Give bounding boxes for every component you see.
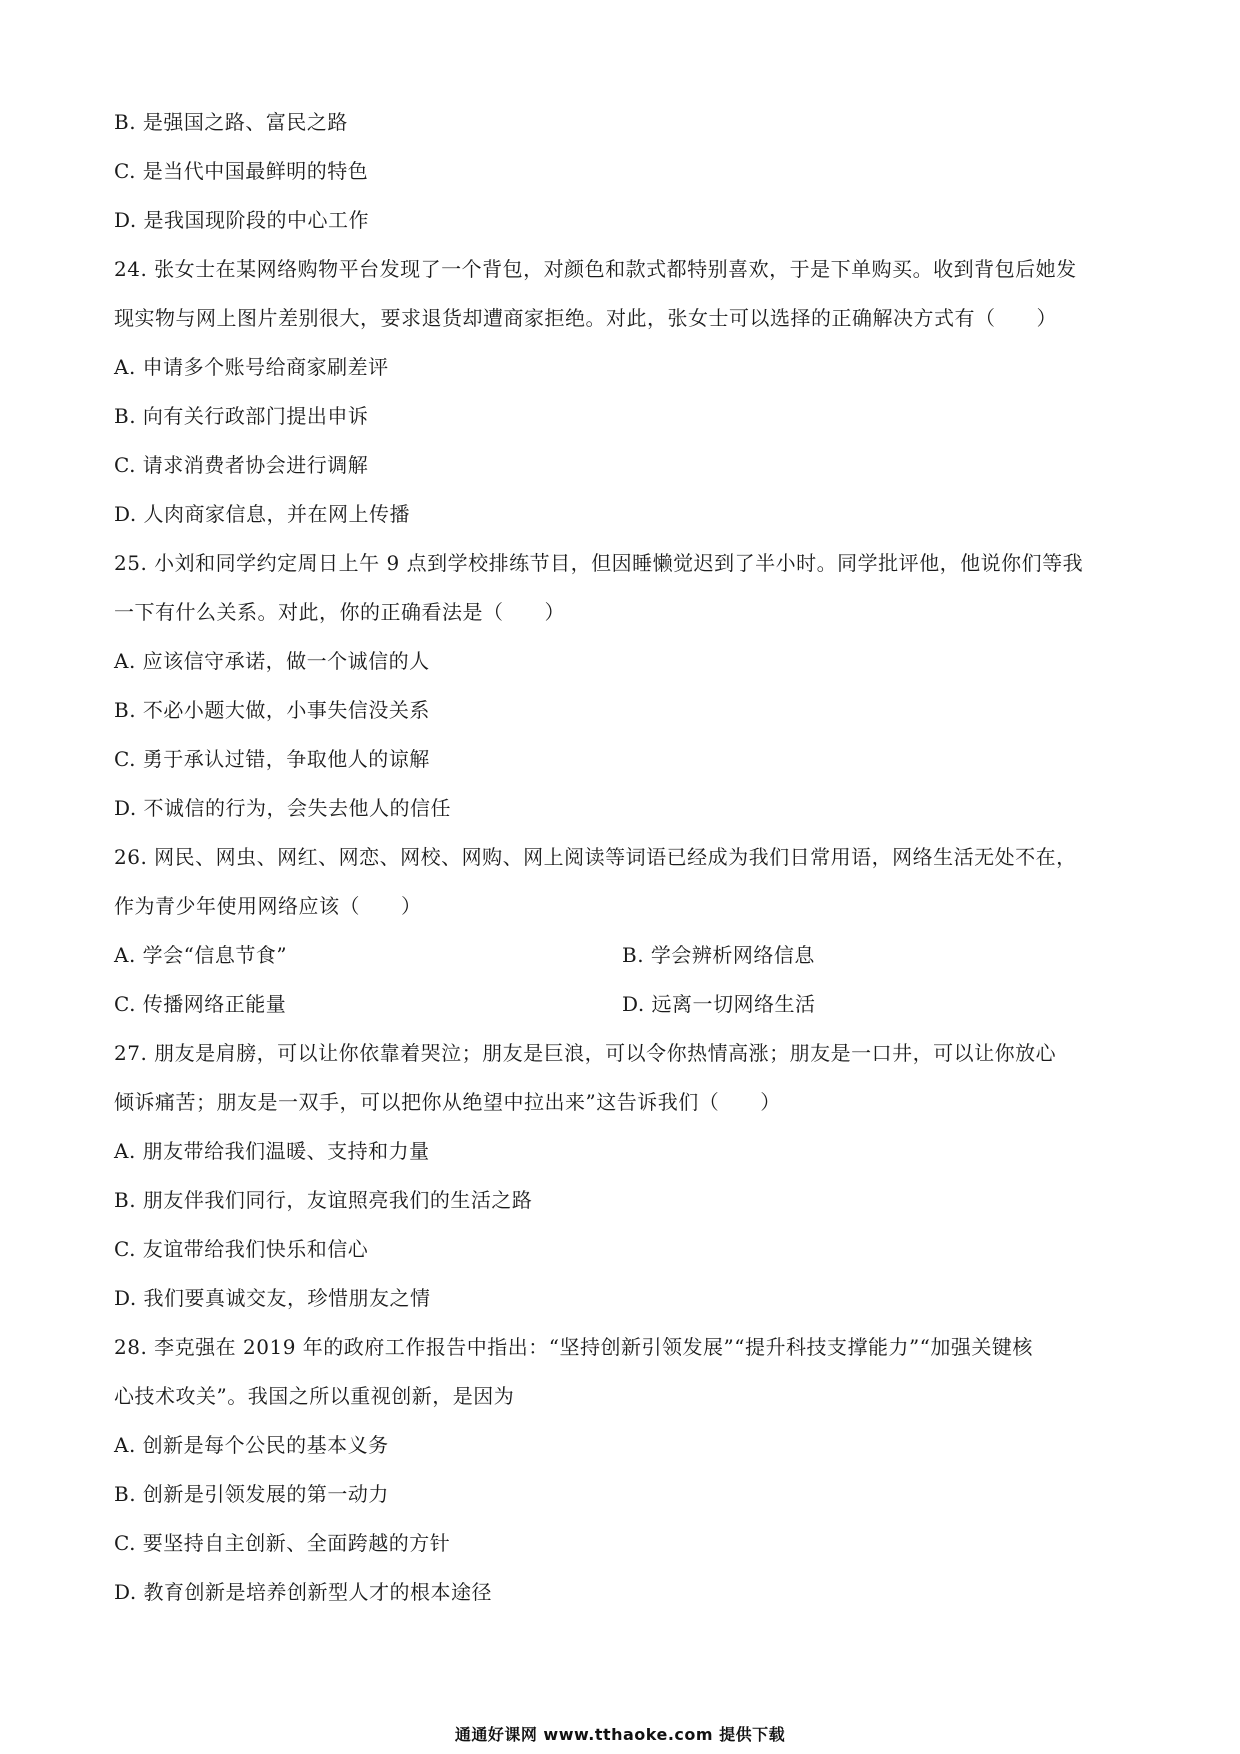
question-24-option-a: A. 申请多个账号给商家刷差评 [114,355,389,379]
question-24-option-b: B. 向有关行政部门提出申诉 [114,404,369,428]
question-26-option-b: B. 学会辨析网络信息 [622,943,815,967]
question-24-option-d: D. 人肉商家信息，并在网上传播 [114,502,411,526]
question-27-option-b: B. 朋友伴我们同行，友谊照亮我们的生活之路 [114,1188,533,1212]
question-28-option-b: B. 创新是引领发展的第一动力 [114,1482,389,1506]
question-28-stem-line-2: 心技术攻关”。我国之所以重视创新，是因为 [114,1384,515,1408]
question-28-option-d: D. 教育创新是培养创新型人才的根本途径 [114,1580,493,1604]
question-26-option-c: C. 传播网络正能量 [114,992,287,1016]
question-27-option-d: D. 我们要真诚交友，珍惜朋友之情 [114,1286,431,1310]
question-27-option-a: A. 朋友带给我们温暖、支持和力量 [114,1139,430,1163]
question-26-options-row-1 [114,931,1134,980]
question-26-option-a: A. 学会“信息节食” [114,943,288,967]
question-25-option-d: D. 不诚信的行为，会失去他人的信任 [114,796,452,820]
question-24-stem-line-1: 24. 张女士在某网络购物平台发现了一个背包，对颜色和款式都特别喜欢，于是下单购买。收到背包后她发 [114,257,1077,281]
question-24-stem-line-2: 现实物与网上图片差别很大，要求退货却遭商家拒绝。对此，张女士可以选择的正确解决方式有（ ） [114,306,1057,330]
question-26-options-row-2 [114,980,1134,1029]
question-27-option-c: C. 友谊带给我们快乐和信心 [114,1237,369,1261]
question-28-stem-line-1: 28. 李克强在 2019 年的政府工作报告中指出：“坚持创新引领发展”“提升科技支撑能力”“加强关键核 [114,1335,1033,1359]
page-footer: 通通好课网 www.tthaoke.com 提供下载 [454,1725,786,1744]
option-c: C. 是当代中国最鲜明的特色 [114,159,369,183]
question-26-option-d: D. 远离一切网络生活 [622,992,816,1016]
question-27-stem-line-1: 27. 朋友是肩膀，可以让你依靠着哭泣；朋友是巨浪，可以令你热情高涨；朋友是一口井，可以让你放心 [114,1041,1057,1065]
question-25-option-c: C. 勇于承认过错，争取他人的谅解 [114,747,430,771]
question-26-stem-line-1: 26. 网民、网虫、网红、网恋、网校、网购、网上阅读等词语已经成为我们日常用语，网络生活无处不在， [114,845,1077,869]
question-28-option-c: C. 要坚持自主创新、全面跨越的方针 [114,1531,451,1555]
question-24-option-c: C. 请求消费者协会进行调解 [114,453,369,477]
question-25-stem-line-2: 一下有什么关系。对此，你的正确看法是（ ） [114,600,565,624]
question-25-option-a: A. 应该信守承诺，做一个诚信的人 [114,649,430,673]
question-content [114,98,1134,1617]
option-b: B. 是强国之路、富民之路 [114,110,348,134]
question-26-stem-line-2: 作为青少年使用网络应该（ ） [114,894,422,918]
question-25-stem-line-1: 25. 小刘和同学约定周日上午 9 点到学校排练节目，但因睡懒觉迟到了半小时。同学批评他，他说你们等我 [114,551,1084,575]
option-d: D. 是我国现阶段的中心工作 [114,208,370,232]
question-25-option-b: B. 不必小题大做，小事失信没关系 [114,698,430,722]
question-27-stem-line-2: 倾诉痛苦；朋友是一双手，可以把你从绝望中拉出来”这告诉我们（ ） [114,1090,781,1114]
question-28-option-a: A. 创新是每个公民的基本义务 [114,1433,389,1457]
